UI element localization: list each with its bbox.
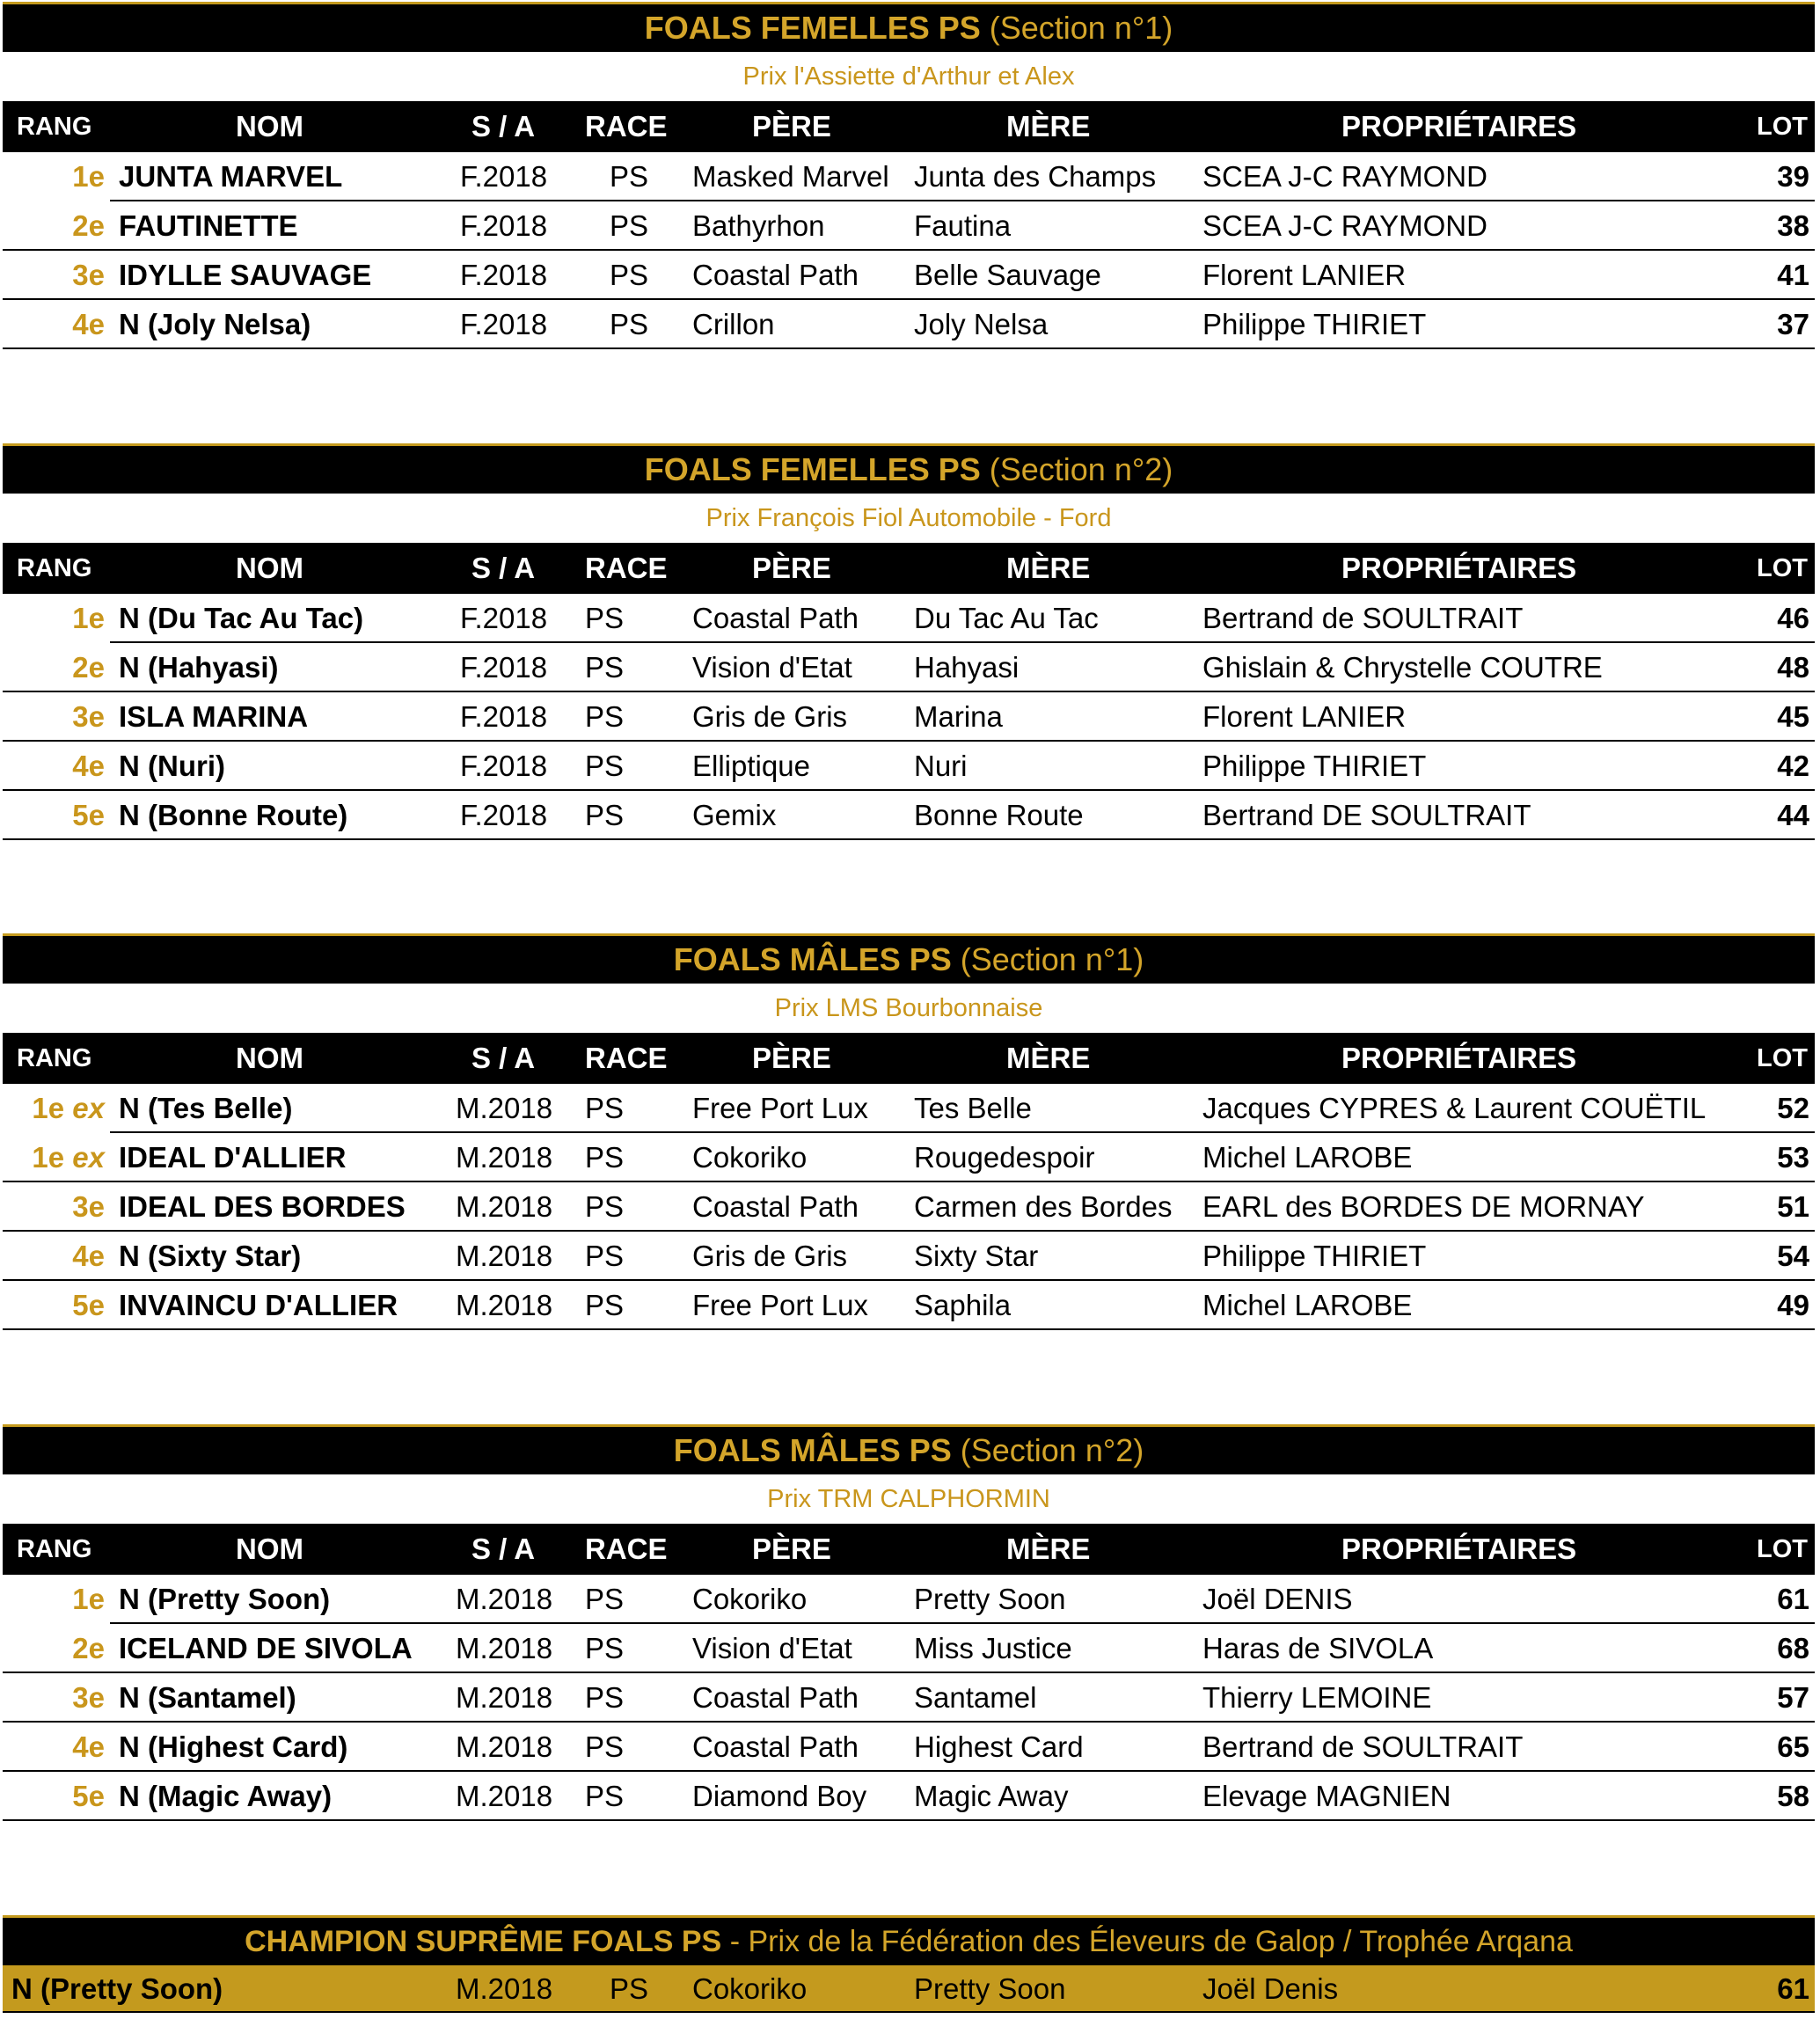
sire: Coastal Path <box>692 1190 859 1223</box>
col-pere: PÈRE <box>752 552 831 584</box>
sex-age: M.2018 <box>456 1141 553 1174</box>
sire: Bathyrhon <box>692 209 825 242</box>
table-header <box>3 1033 1815 1084</box>
horse-name: N (Joly Nelsa) <box>119 308 311 340</box>
owner: Florent LANIER <box>1202 259 1407 291</box>
col-sa: S / A <box>471 1533 536 1565</box>
sire: Cokoriko <box>692 1583 808 1615</box>
sire: Gris de Gris <box>692 1240 848 1272</box>
breed: PS <box>585 1190 625 1223</box>
table-row <box>3 251 1815 300</box>
col-sa: S / A <box>471 1042 536 1074</box>
rank: 1e ex <box>32 1141 105 1174</box>
lot-number: 48 <box>1777 651 1809 684</box>
dam: Fautina <box>914 209 1012 242</box>
sex-age: F.2018 <box>460 160 548 193</box>
sire: Elliptique <box>692 750 810 782</box>
dam: Rougedespoir <box>914 1141 1095 1174</box>
col-proprietaires: PROPRIÉTAIRES <box>1341 110 1577 143</box>
owner: Joël Denis <box>1202 1972 1339 2005</box>
col-pere: PÈRE <box>752 110 831 143</box>
table-row <box>3 1723 1815 1772</box>
col-proprietaires: PROPRIÉTAIRES <box>1341 1042 1577 1074</box>
owner: EARL des BORDES DE MORNAY <box>1202 1190 1645 1223</box>
table-row <box>3 1624 1815 1673</box>
sex-age: M.2018 <box>456 1289 553 1321</box>
section-title: FOALS FEMELLES PS (Section n°1) <box>3 2 1815 52</box>
owner: Michel LAROBE <box>1202 1141 1413 1174</box>
table-header <box>3 1524 1815 1575</box>
table-row <box>3 1232 1815 1281</box>
col-race: RACE <box>585 110 668 143</box>
owner: Bertrand DE SOULTRAIT <box>1202 799 1531 831</box>
dam: Pretty Soon <box>914 1972 1066 2005</box>
owner: SCEA J-C RAYMOND <box>1202 160 1487 193</box>
breed: PS <box>610 160 649 193</box>
col-race: RACE <box>585 552 668 584</box>
dam: Saphila <box>914 1289 1012 1321</box>
table-row <box>3 1575 1815 1624</box>
lot-number: 41 <box>1777 259 1809 291</box>
horse-name: JUNTA MARVEL <box>119 160 343 193</box>
sex-age: M.2018 <box>456 1190 553 1223</box>
champion-title: CHAMPION SUPRÊME FOALS PS - Prix de la Fédération des Éleveurs de Galop / Trophée Arqana <box>3 1915 1815 1965</box>
horse-name: N (Tes Belle) <box>119 1092 293 1124</box>
lot-number: 38 <box>1777 209 1809 242</box>
horse-name: N (Santamel) <box>119 1681 296 1714</box>
horse-name: N (Bonne Route) <box>119 799 348 831</box>
section-title: FOALS FEMELLES PS (Section n°2) <box>3 443 1815 494</box>
table-row <box>3 1182 1815 1232</box>
breed: PS <box>610 308 649 340</box>
sex-age: M.2018 <box>456 1972 553 2005</box>
sex-age: F.2018 <box>460 651 548 684</box>
sire: Free Port Lux <box>692 1092 868 1124</box>
breed: PS <box>585 1583 625 1615</box>
col-rang: RANG <box>17 554 92 582</box>
section-4 <box>3 1424 1815 1821</box>
sire: Diamond Boy <box>692 1780 867 1812</box>
sex-age: M.2018 <box>456 1092 553 1124</box>
sire: Coastal Path <box>692 1681 859 1714</box>
owner: Michel LAROBE <box>1202 1289 1413 1321</box>
rank: 4e <box>72 308 105 340</box>
sire: Gemix <box>692 799 777 831</box>
owner: Florent LANIER <box>1202 700 1407 733</box>
col-nom: NOM <box>236 1042 303 1074</box>
lot-number: 61 <box>1777 1972 1809 2005</box>
owner: Bertrand de SOULTRAIT <box>1202 602 1524 634</box>
sire: Vision d'Etat <box>692 1632 852 1664</box>
dam: Pretty Soon <box>914 1583 1066 1615</box>
horse-name: N (Nuri) <box>119 750 225 782</box>
col-mere: MÈRE <box>1006 110 1091 143</box>
rank: 5e <box>72 799 105 831</box>
champion-row <box>3 1965 1815 2013</box>
col-rang: RANG <box>17 1535 92 1563</box>
horse-name: N (Pretty Soon) <box>11 1972 223 2005</box>
col-race: RACE <box>585 1533 668 1565</box>
table-row <box>3 201 1815 251</box>
breed: PS <box>585 799 625 831</box>
col-rang: RANG <box>17 113 92 141</box>
table-row <box>3 742 1815 791</box>
breed: PS <box>585 1141 625 1174</box>
champion-section <box>3 1915 1815 2013</box>
owner: Philippe THIRIET <box>1202 750 1427 782</box>
rank: 4e <box>72 1730 105 1763</box>
horse-name: N (Magic Away) <box>119 1780 333 1812</box>
section-prize: Prix LMS Bourbonnaise <box>774 994 1043 1022</box>
horse-name: IDYLLE SAUVAGE <box>119 259 372 291</box>
horse-name: IDEAL DES BORDES <box>119 1190 406 1223</box>
rank: 1e <box>72 602 105 634</box>
lot-number: 57 <box>1777 1681 1809 1714</box>
col-sa: S / A <box>471 552 536 584</box>
lot-number: 49 <box>1777 1289 1809 1321</box>
sex-age: M.2018 <box>456 1730 553 1763</box>
horse-name: N (Pretty Soon) <box>119 1583 331 1615</box>
rank: 1e <box>72 1583 105 1615</box>
col-lot: LOT <box>1757 113 1808 141</box>
section-prize: Prix TRM CALPHORMIN <box>767 1485 1050 1513</box>
lot-number: 61 <box>1777 1583 1809 1615</box>
table-row <box>3 643 1815 692</box>
breed: PS <box>585 1681 625 1714</box>
sire: Crillon <box>692 308 775 340</box>
dam: Junta des Champs <box>914 160 1157 193</box>
table-row <box>3 1084 1815 1133</box>
owner: Jacques CYPRES & Laurent COUËTIL <box>1202 1092 1707 1124</box>
breed: PS <box>585 1730 625 1763</box>
sex-age: F.2018 <box>460 700 548 733</box>
section-1 <box>3 2 1815 349</box>
dam: Tes Belle <box>914 1092 1032 1124</box>
horse-name: IDEAL D'ALLIER <box>119 1141 347 1174</box>
table-header <box>3 101 1815 152</box>
breed: PS <box>585 1780 625 1812</box>
sex-age: F.2018 <box>460 259 548 291</box>
breed: PS <box>585 1289 625 1321</box>
table-row <box>3 300 1815 349</box>
rank: 2e <box>72 209 105 242</box>
lot-number: 68 <box>1777 1632 1809 1664</box>
table-row <box>3 791 1815 840</box>
dam: Joly Nelsa <box>914 308 1049 340</box>
horse-name: INVAINCU D'ALLIER <box>119 1289 398 1321</box>
owner: Philippe THIRIET <box>1202 308 1427 340</box>
breed: PS <box>585 750 625 782</box>
col-pere: PÈRE <box>752 1042 831 1074</box>
sex-age: F.2018 <box>460 602 548 634</box>
col-proprietaires: PROPRIÉTAIRES <box>1341 552 1577 584</box>
section-2 <box>3 443 1815 840</box>
breed: PS <box>610 1972 649 2005</box>
table-row <box>3 594 1815 643</box>
sire: Gris de Gris <box>692 700 848 733</box>
col-nom: NOM <box>236 110 303 143</box>
sex-age: F.2018 <box>460 799 548 831</box>
table-row <box>3 152 1815 201</box>
table-header <box>3 543 1815 594</box>
breed: PS <box>610 209 649 242</box>
sire: Vision d'Etat <box>692 651 852 684</box>
lot-number: 58 <box>1777 1780 1809 1812</box>
breed: PS <box>585 700 625 733</box>
owner: Ghislain & Chrystelle COUTRE <box>1202 651 1603 684</box>
dam: Hahyasi <box>914 651 1020 684</box>
owner: Joël DENIS <box>1202 1583 1353 1615</box>
breed: PS <box>585 602 625 634</box>
owner: Haras de SIVOLA <box>1202 1632 1434 1664</box>
rank: 4e <box>72 1240 105 1272</box>
table-row <box>3 1673 1815 1723</box>
section-3 <box>3 933 1815 1330</box>
rank: 5e <box>72 1780 105 1812</box>
horse-name: N (Sixty Star) <box>119 1240 302 1272</box>
rank: 1e <box>72 160 105 193</box>
lot-number: 51 <box>1777 1190 1809 1223</box>
lot-number: 39 <box>1777 160 1809 193</box>
dam: Du Tac Au Tac <box>914 602 1099 634</box>
breed: PS <box>585 1632 625 1664</box>
rank: 2e <box>72 651 105 684</box>
lot-number: 52 <box>1777 1092 1809 1124</box>
sire: Free Port Lux <box>692 1289 868 1321</box>
owner: Bertrand de SOULTRAIT <box>1202 1730 1524 1763</box>
col-mere: MÈRE <box>1006 552 1091 584</box>
dam: Belle Sauvage <box>914 259 1101 291</box>
lot-number: 46 <box>1777 602 1809 634</box>
lot-number: 45 <box>1777 700 1809 733</box>
rank: 4e <box>72 750 105 782</box>
col-pere: PÈRE <box>752 1533 831 1565</box>
dam: Santamel <box>914 1681 1037 1714</box>
section-title: FOALS MÂLES PS (Section n°1) <box>3 933 1815 984</box>
breed: PS <box>585 1240 625 1272</box>
lot-number: 42 <box>1777 750 1809 782</box>
rank: 1e ex <box>32 1092 105 1124</box>
col-rang: RANG <box>17 1044 92 1072</box>
sex-age: M.2018 <box>456 1632 553 1664</box>
owner: Philippe THIRIET <box>1202 1240 1427 1272</box>
owner: SCEA J-C RAYMOND <box>1202 209 1487 242</box>
dam: Bonne Route <box>914 799 1084 831</box>
dam: Nuri <box>914 750 968 782</box>
dam: Magic Away <box>914 1780 1069 1812</box>
sex-age: M.2018 <box>456 1780 553 1812</box>
table-row <box>3 692 1815 742</box>
section-prize: Prix l'Assiette d'Arthur et Alex <box>742 62 1075 91</box>
lot-number: 65 <box>1777 1730 1809 1763</box>
rank: 3e <box>72 259 105 291</box>
table-row <box>3 1281 1815 1330</box>
col-mere: MÈRE <box>1006 1533 1091 1565</box>
sire: Coastal Path <box>692 259 859 291</box>
rank: 3e <box>72 1681 105 1714</box>
lot-number: 53 <box>1777 1141 1809 1174</box>
col-sa: S / A <box>471 110 536 143</box>
owner: Elevage MAGNIEN <box>1202 1780 1451 1812</box>
sire: Cokoriko <box>692 1141 808 1174</box>
table-row <box>3 1133 1815 1182</box>
rank: 5e <box>72 1289 105 1321</box>
col-lot: LOT <box>1757 554 1808 582</box>
rank: 3e <box>72 1190 105 1223</box>
sex-age: F.2018 <box>460 209 548 242</box>
col-lot: LOT <box>1757 1535 1808 1563</box>
sex-age: M.2018 <box>456 1240 553 1272</box>
horse-name: ICELAND DE SIVOLA <box>119 1632 413 1664</box>
table-row <box>3 1772 1815 1821</box>
lot-number: 54 <box>1777 1240 1809 1272</box>
lot-number: 37 <box>1777 308 1809 340</box>
horse-name: N (Highest Card) <box>119 1730 348 1763</box>
col-proprietaires: PROPRIÉTAIRES <box>1341 1533 1577 1565</box>
rank: 3e <box>72 700 105 733</box>
col-mere: MÈRE <box>1006 1042 1091 1074</box>
sex-age: F.2018 <box>460 750 548 782</box>
dam: Miss Justice <box>914 1632 1072 1664</box>
sex-age: M.2018 <box>456 1681 553 1714</box>
horse-name: N (Du Tac Au Tac) <box>119 602 364 634</box>
sire: Coastal Path <box>692 602 859 634</box>
dam: Carmen des Bordes <box>914 1190 1173 1223</box>
horse-name: ISLA MARINA <box>119 700 309 733</box>
dam: Marina <box>914 700 1003 733</box>
breed: PS <box>610 259 649 291</box>
breed: PS <box>585 1092 625 1124</box>
rank: 2e <box>72 1632 105 1664</box>
sex-age: F.2018 <box>460 308 548 340</box>
breed: PS <box>585 651 625 684</box>
col-race: RACE <box>585 1042 668 1074</box>
sire: Cokoriko <box>692 1972 808 2005</box>
col-nom: NOM <box>236 1533 303 1565</box>
lot-number: 44 <box>1777 799 1809 831</box>
sire: Coastal Path <box>692 1730 859 1763</box>
sire: Masked Marvel <box>692 160 889 193</box>
section-prize: Prix François Fiol Automobile - Ford <box>705 504 1112 532</box>
owner: Thierry LEMOINE <box>1202 1681 1432 1714</box>
horse-name: N (Hahyasi) <box>119 651 279 684</box>
horse-name: FAUTINETTE <box>119 209 298 242</box>
dam: Highest Card <box>914 1730 1084 1763</box>
sex-age: M.2018 <box>456 1583 553 1615</box>
col-nom: NOM <box>236 552 303 584</box>
section-title: FOALS MÂLES PS (Section n°2) <box>3 1424 1815 1474</box>
dam: Sixty Star <box>914 1240 1039 1272</box>
col-lot: LOT <box>1757 1044 1808 1072</box>
